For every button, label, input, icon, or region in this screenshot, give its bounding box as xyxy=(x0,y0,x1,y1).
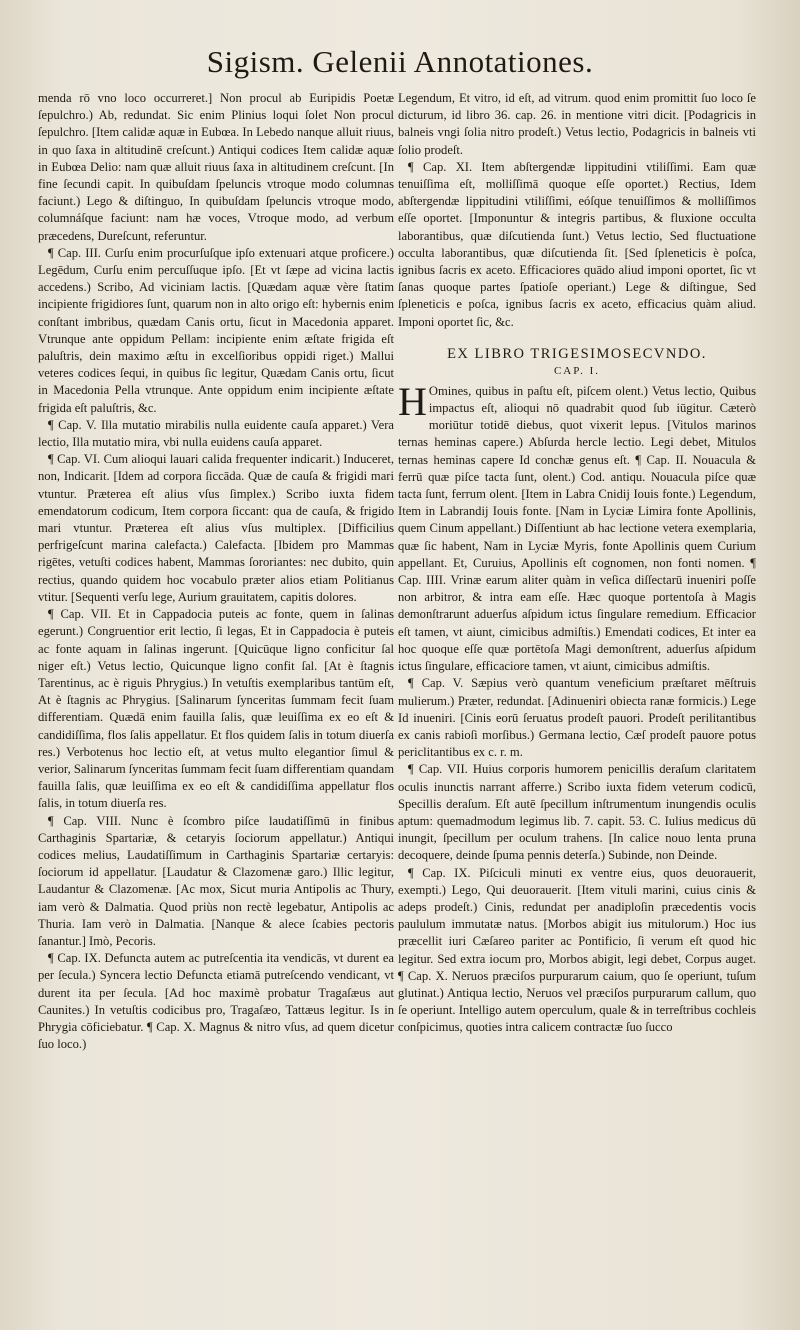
paragraph-cap-9: ¶ Cap. IX. Defuncta autem ac putreſcentia ita vendicās, vt durent ea per ſecula.) Syncera lectio Defuncta etiamā putreſcendo vendicant, vt durent ita per ſecula. [Ad hoc maximè probatur Tragaſæus aut Caunites.) In vetuſtis codicibus pro, Tragaſæo, Tattæus legitur. Is in Phrygia cōficiebatur. ¶ Cap. X. Magnus & nitro vſus, ad quem dicetur ſuo loco.) xyxy=(38,951,394,1052)
paragraph-cap-5-b32: ¶ Cap. V. Sæpius verò quantum veneficium præſtaret mēſtruis mulierum.) Præter, redundat. [Adinueniri obiecta ranæ formicis.) Lege Id inueniri. [Cinis eorū ſeruatus prodeſt pauori. Prodeſt perilitantibus ex canis rabioſi morſibus.) Germana lectio, Cæſ prodeſt pauore potus periclitantibus ex c. r. m. xyxy=(398,676,756,760)
paragraph-cap-8: ¶ Cap. VIII. Nunc è ſcombro piſce laudatiſſimū in finibus Carthaginis Spartariæ, & cetaryis ſociorum appellatur.) Antiqui codices melius, Laudatiſſimum in Carthaginis Spartariæ certaryis: ſociorum id appellatur. [Laudatur & Clazomenæ garo.) Illic legitur, Laudantur & Clazomenæ. [Ac mox, Sicut muria Antipolis ac Thury, iam verò & Dalmatia. Quod priùs non rectè legebatur, Antipolis ac Thuria. Iam verò in Dalmatia. [Nanque & alece ſcabies pectoris ſanantur.] Imò, Pecoris. xyxy=(38,813,394,948)
chapter-heading: CAP. I. xyxy=(553,364,601,377)
running-header: Sigism. Gelenii Annotationes. xyxy=(206,44,594,79)
paragraph-cap-5: ¶ Cap. V. Illa mutatio mirabilis nulla euidente cauſa apparet.) Vera lectio, Illa mutatio mira, vbi nulla euidens cauſa apparet. xyxy=(38,417,394,450)
paragraph-cap-7-b32: ¶ Cap. VII. Huius corporis humorem penicillis deraſum claritatem oculis inunctis narrant afferre.) Scribo iuxta fidem veterum codicū, Specillis deraſum. Eſt autē ſpecillum inſtrumentum inungendis oculis aptum: quemadmodum legimus lib. 7. capit. 53. C. Iulius medicus dū inungit, ſpecillum per oculum trahens. [In calice nouo lenta pruna decoquere, deinde ſpuma pennis deterſa.) Subinde, non Deinde. xyxy=(398,762,756,863)
paragraph-cap-9-b32: ¶ Cap. IX. Piſciculi minuti ex ventre eius, quos deuorauerit, exempti.) Lego, Qui deuorauerit. [Item vituli marini, cuius cinis & adeps prodeſt.) Cinis, redundat per anadiploſin præcedentis vocis paululum immutatæ natus. [Morbos abigit ius mitulorum.) Hoc ius præcellit iuri Cæſareo pariter ac Pontificio, ſi verum eſt quod hic legitur. Sed extra iocum pro, Morbos abigit, legi debet, Corpus auget. ¶ Cap. X. Neruos præciſos purpurarum caium, quo ſe operiunt, tuſum glutinat.) Antiqua lectio, Neruos vel præciſos purpurarum callum, quo ſe operiunt. Intelligo autem operculum, quale & in terreſtribus cochleis conſpicimus, quoties intra calicem contractæ ſuo ſucco xyxy=(398,865,756,1035)
right-column xyxy=(398,90,756,1325)
paragraph-book-32-cap-1-text: Omines, quibus in paſtu eſt, piſcem olent.) Vetus lectio, Quibus impactus eſt, alioqui nō quadrabit quod ſub iūgitur. Cæterò moriūtur totidē diebus, quot vixerit lepus. [Vitulos marinos ternas heminas capere.) Abſurda hercle lectio. Legi debet, Mitulos ternas heminas capere Id conchæ genus eſt. ¶ Cap. II. Nouacula & ferrū quæ piſce tacta ſunt, olent.) Cod. antiqu. Nouacula piſce quæ tacta ſunt, ferrum olent. [Item in Labra Cnidij Iouis fonte.) Legendum, Item in Labrandij Iouis fonte. [Nam in Lyciæ Limira fonte Apollinis, quem Cinum appellant.) Diſſentiunt ab hac lectione vetera exemplaria, quæ ſic habent, Nam in Lyciæ Myris, fonte Apollinis quem Curium appellant. Et, Curuius, Apollinis eſt cognomen, non fonti nomen. ¶ Cap. IIII. Vrinæ earum aliter quàm in veſica diſſectarū inueniri poſſe non arbitror, & intra eam eſſe. Hæc quoque portentoſa à Magis demonſtrarunt aduerſus aſpidum ictus ſingulare remedium. Efficacior eſt tamen, vt aiunt, cimicibus admiſtis.) Emendati codices, Et inter ea hoc quoque eſſe quæ portētoſa Magi demonſtrent, aduerſus aſpidum ictus ſingulare, efficaciore tamen, vt aiunt, cimicibus admiſtis. xyxy=(398,383,756,674)
drop-cap-initial: H xyxy=(398,378,427,424)
left-column xyxy=(38,90,394,1325)
paragraph-cap-6: ¶ Cap. VI. Cum alioqui lauari calida frequenter indicarit.) Induceret, non, Indicarit. [Idem ad corpora ſiccāda. Quæ de cauſa & frigidi mari vtuntur. Præterea eſt alius vſus ſimplex.) Scribo iuxta fidem emendatorum codicum, Item corpora ſiccant: qua de cauſa, & frigido mari vtuntur. Præterea eſt alius vſus multiplex. [Difficilius perfrigeſcunt marina calefacta.) Calefacta. [Ibidem pro Mammas rigētes, vetuſti codices habent, Mammas ſororiantes: nec dubito, quin rectius, quando quidem hoc vocabulo præter alios etiam Politianus vtitur. [Sequenti verſu lege, Aurium grauitatem, capitis dolores. xyxy=(38,452,394,604)
paragraph-chapter-end: menda rō vno loco occurreret.] Non procul ab Euripidis Poetæ ſepulchro.) Ab, redundat. Sic enim Plinius loqui ſolet Non procul ſepulchro. [Item calidæ aquæ in Eubœa. In Lebedo nanque alluit riuus, in quo ſaxa in altitudinē creſcunt.) Antiqui codices Item calidæ aquæ in Eubœa Delio: nam quæ alluit riuus ſaxa in altitudinem creſcunt. [In fine ſecundi capit. In quibuſdam ſpeluncis vtroque modo columnas faciunt.) Lego & diſtinguo, In quibuſdam ſpeluncis vtroque modo, columnáſque faciunt: nam hæ voces, Vtroque modo, ad verbum præcedens, Dureſcunt, referuntur. xyxy=(38,91,394,243)
book-heading: EX LIBRO TRIGESIMOSECVNDO. xyxy=(447,345,707,362)
paragraph-cap-11: ¶ Cap. XI. Item abſtergendæ lippitudini vtiliſſimi. Eam quæ tenuiſſima eſt, molliſſimā quoque eſſe oportet.) Rectius, Idem abſtergendæ lippitudini vtiliſſimi, eóſque tenuiſſimos & molliſſimos eſſe oportet. [Imponuntur & integris partibus, & fluxione occulta laborantibus, quæ diſcutienda ſunt.) Vetus lectio, Sed fluctuatione occulta laborantibus, quæ diſcutienda ſit. [Sed ſpleneticis è poſca, ignibus ſacris ex aceto. Efficaciores quādo aliud imponi oportet, ſic vt ſanas quoque partes ſpatioſe operiant.) Lege & diſtingue, Sed ſpleneticis e poſca, ignibus ſacris ex aceto, efficacius quàm aliud. Imponi oportet ſic, &c. xyxy=(398,159,756,329)
paragraph-cap-3: ¶ Cap. III. Curſu enim procurſuſque ipſo extenuari atque proficere.) Legēdum, Curſu enim percuſſuque ipſo. [Et vt ſæpe ad vicina lactis accedens.) Scribo, Ad viciniam lactis. [Quædam aquæ vère ſtatim incipiente frigidiores ſunt, quarum non in alto origo eſt: hybernis enim conſtant imbribus, quædam Canis ortu, ſicut in Macedonia apparet. Vtrunque ante oppidum Pellam: incipiente enim æſtate frigida eſt paluſtris, dein maximo æſtu in excelſioribus oppidi riget.) Mallui veteres codices ſequi, in quibus ſic legitur, Quædam Canis ortu, ſicut in Macedonia Pella vtrunque. Ante oppidum enim incipiente æſtate frigida eſt paluſtris, &c. xyxy=(38,245,394,415)
paragraph-book-32-cap-1 xyxy=(398,378,756,675)
paragraph-legendum: Legendum, Et vitro, id eſt, ad vitrum. quod enim promittit ſuo loco ſe dicturum, id libro 36. cap. 26. in mentione vitri dicit. [Podagricis in balneis vngi ſolia nitro prodeſt.) Vetus lectio, Podagricis in balneis vti ſolio prodeſt. xyxy=(398,91,756,157)
paragraph-cap-7: ¶ Cap. VII. Et in Cappadocia puteis ac fonte, quem in ſalinas egerunt.) Congruentior erit lectio, ſi legas, Et in Cappadocia è puteis ac fonte aquam in ſalinas ingerunt. [Quicūque ligno conficitur ſal niger eſt.) Vetus lectio, Quicunque ligno confit ſal. [At è ſtagnis Tarentinus, ac è riguis Phrygius.) In vetuſtis exemplaribus tantūm eſt, At è ſtagnis ac Phrygius. [Salinarum ſynceritas ſummam fecit ſuam differentiam. Quædā enim fauilla ſalis, quæ leuiſſima ex eo eſt & candidiſſima, flos ſalis appellatur. Et flos quidem ſalis in totum diuerſa res.) Verbotenus hoc lectio eſt, at vetus multo elegantior ſimul & verior, Salinarum ſynceritas ſummam fecit ſuam differentiam quandam fauilla ſalis, quæ leuiſſima ex eo eſt & candidiſſima appellatur flos ſalis, in totum diuerſa res. xyxy=(38,607,394,811)
